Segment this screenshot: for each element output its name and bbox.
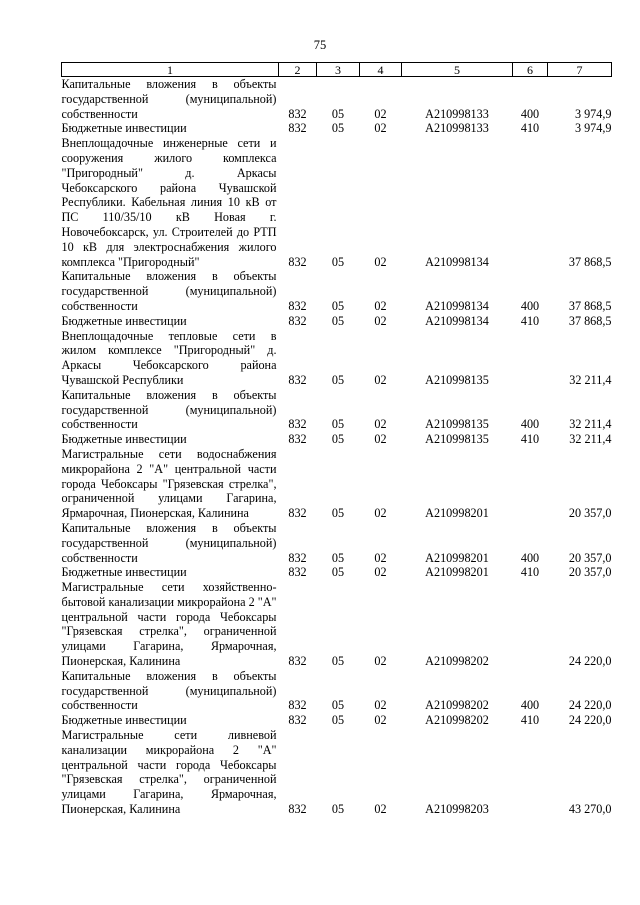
table-row <box>62 521 612 565</box>
ministry-code: 832 <box>288 565 307 580</box>
target-item-code: А210998201 <box>425 565 489 580</box>
budget-table <box>61 62 612 817</box>
target-item-code: А210998135 <box>425 417 489 432</box>
section-code: 05 <box>331 121 345 136</box>
table-row <box>62 565 612 580</box>
target-item-code: А210998133 <box>425 121 489 136</box>
target-item-code: А210998201 <box>425 550 489 565</box>
target-item-code: А210998203 <box>425 802 489 817</box>
amount: 3 974,9 <box>574 106 612 121</box>
row-name: Капитальные вложения в объекты государственной (муниципальной) собственности <box>61 269 277 313</box>
section-code: 05 <box>331 417 345 432</box>
subsection-code: 02 <box>374 698 387 713</box>
subsection-code: 02 <box>374 121 387 136</box>
subsection-code: 02 <box>374 506 387 521</box>
row-name: Бюджетные инвестиции <box>61 432 187 447</box>
ministry-code: 832 <box>288 654 307 669</box>
expense-type-code: 410 <box>520 432 540 447</box>
row-name: Магистральные сети водоснабжения микрорайона 2 "А" центральной части города Чебоксары "Грязевская стрелка", ограниченной улицами Гагарина, Ярмарочная, Пионерская, Калинина <box>61 446 277 521</box>
amount: 20 357,0 <box>568 550 612 565</box>
amount: 24 220,0 <box>568 713 612 728</box>
table-row <box>62 77 612 122</box>
row-name: Капитальные вложения в объекты государственной (муниципальной) собственности <box>61 387 277 432</box>
subsection-code: 02 <box>374 565 387 580</box>
subsection-code: 02 <box>374 298 387 313</box>
expense-type-code <box>513 580 548 669</box>
section-code: 05 <box>331 802 345 817</box>
target-item-code: А210998134 <box>425 254 489 269</box>
table-row <box>62 136 612 269</box>
expense-type-code: 400 <box>520 106 540 121</box>
row-name: Внеплощадочные тепловые сети в жилом комплексе "Пригородный" д. Аркасы Чебоксарского района Чувашской Республики <box>61 328 277 387</box>
target-item-code: А210998135 <box>425 432 489 447</box>
section-code: 05 <box>331 698 345 713</box>
subsection-code: 02 <box>374 713 387 728</box>
ministry-code: 832 <box>288 550 307 565</box>
ministry-code: 832 <box>288 106 307 121</box>
expense-type-code <box>513 728 548 817</box>
amount: 24 220,0 <box>568 654 612 669</box>
target-item-code: А210998133 <box>425 106 489 121</box>
column-header-2: 2 <box>279 63 317 77</box>
table-row <box>62 580 612 669</box>
section-code: 05 <box>331 506 345 521</box>
target-item-code: А210998135 <box>425 372 489 387</box>
expense-type-code <box>513 447 548 521</box>
row-name: Капитальные вложения в объекты государственной (муниципальной) собственности <box>61 668 277 713</box>
ministry-code: 832 <box>288 121 307 136</box>
page-number: 75 <box>313 38 327 52</box>
ministry-code: 832 <box>288 254 307 269</box>
expense-type-code: 400 <box>520 298 540 313</box>
subsection-code: 02 <box>374 417 387 432</box>
section-code: 05 <box>331 254 345 269</box>
section-code: 05 <box>331 313 345 328</box>
amount: 37 868,5 <box>568 298 612 313</box>
expense-type-code <box>513 136 548 269</box>
row-name: Бюджетные инвестиции <box>61 713 187 728</box>
target-item-code: А210998202 <box>425 654 489 669</box>
section-code: 05 <box>331 106 345 121</box>
table-body <box>62 77 612 817</box>
row-name: Капитальные вложения в объекты государственной (муниципальной) собственности <box>61 520 277 565</box>
expense-type-code: 410 <box>520 121 540 136</box>
row-name: Капитальные вложения в объекты государственной (муниципальной) собственности <box>61 77 277 121</box>
table-row <box>62 269 612 313</box>
section-code: 05 <box>331 432 345 447</box>
target-item-code: А210998202 <box>425 713 489 728</box>
target-item-code: А210998201 <box>425 506 489 521</box>
row-name: Магистральные сети ливневой канализации микрорайона 2 "А" центральной части города Чебоксары "Грязевская стрелка", ограниченной улицами Гагарина, Ярмарочная, Пионерская, Калинина <box>61 728 277 817</box>
amount: 43 270,0 <box>568 802 612 817</box>
row-name: Бюджетные инвестиции <box>61 313 187 328</box>
column-header-4: 4 <box>360 63 402 77</box>
amount: 37 868,5 <box>568 254 612 269</box>
column-header-row <box>62 63 612 77</box>
amount: 20 357,0 <box>568 506 612 521</box>
subsection-code: 02 <box>374 106 387 121</box>
table-row <box>62 329 612 388</box>
ministry-code: 832 <box>288 506 307 521</box>
amount: 32 211,4 <box>569 417 612 432</box>
amount: 24 220,0 <box>568 698 612 713</box>
section-code: 05 <box>331 713 345 728</box>
row-name: Бюджетные инвестиции <box>61 565 187 580</box>
subsection-code: 02 <box>374 313 387 328</box>
subsection-code: 02 <box>374 550 387 565</box>
section-code: 05 <box>331 654 345 669</box>
expense-type-code: 400 <box>520 698 540 713</box>
ministry-code: 832 <box>288 802 307 817</box>
ministry-code: 832 <box>288 372 307 387</box>
section-code: 05 <box>331 298 345 313</box>
table-row <box>62 713 612 728</box>
column-header-6: 6 <box>513 63 548 77</box>
section-code: 05 <box>331 372 345 387</box>
section-code: 05 <box>331 565 345 580</box>
amount: 3 974,9 <box>574 121 612 136</box>
ministry-code: 832 <box>288 313 307 328</box>
expense-type-code: 410 <box>520 713 540 728</box>
table-row <box>62 728 612 817</box>
row-name: Внеплощадочные инженерные сети и сооружения жилого комплекса "Пригородный" д. Аркасы Чебоксарского района Чувашской Республики. Кабельная линия 10 кВ от ПС 110/35/10 кВ Новая г. Новочебоксарск, ул. Строителей до РТП 10 кВ для электроснабжения жилого комплекса "Пригородный" <box>61 136 277 269</box>
table-row <box>62 314 612 329</box>
column-header-5: 5 <box>402 63 513 77</box>
expense-type-code <box>513 329 548 388</box>
subsection-code: 02 <box>374 432 387 447</box>
expense-type-code: 410 <box>520 313 540 328</box>
subsection-code: 02 <box>374 802 387 817</box>
table-row <box>62 388 612 432</box>
column-header-1: 1 <box>62 63 279 77</box>
subsection-code: 02 <box>374 372 387 387</box>
target-item-code: А210998134 <box>425 298 489 313</box>
target-item-code: А210998134 <box>425 313 489 328</box>
ministry-code: 832 <box>288 417 307 432</box>
column-header-3: 3 <box>317 63 360 77</box>
amount: 32 211,4 <box>569 432 612 447</box>
section-code: 05 <box>331 550 345 565</box>
table-row <box>62 121 612 136</box>
expense-type-code: 410 <box>520 565 540 580</box>
ministry-code: 832 <box>288 698 307 713</box>
table-row <box>62 669 612 713</box>
row-name: Бюджетные инвестиции <box>61 121 187 136</box>
ministry-code: 832 <box>288 713 307 728</box>
amount: 20 357,0 <box>568 565 612 580</box>
table-row <box>62 432 612 447</box>
amount: 32 211,4 <box>569 372 612 387</box>
amount: 37 868,5 <box>568 313 612 328</box>
row-name: Магистральные сети хозяйственно-бытовой канализации микрорайона 2 "А" центральной части города Чебоксары "Грязевская стрелка", ограниченной улицами Гагарина, Ярмарочная, Пионерская, Калинина <box>61 580 277 669</box>
expense-type-code: 400 <box>520 550 540 565</box>
subsection-code: 02 <box>374 254 387 269</box>
subsection-code: 02 <box>374 654 387 669</box>
table-row <box>62 447 612 521</box>
expense-type-code: 400 <box>520 417 540 432</box>
target-item-code: А210998202 <box>425 698 489 713</box>
column-header-7: 7 <box>548 63 612 77</box>
ministry-code: 832 <box>288 432 307 447</box>
ministry-code: 832 <box>288 298 307 313</box>
